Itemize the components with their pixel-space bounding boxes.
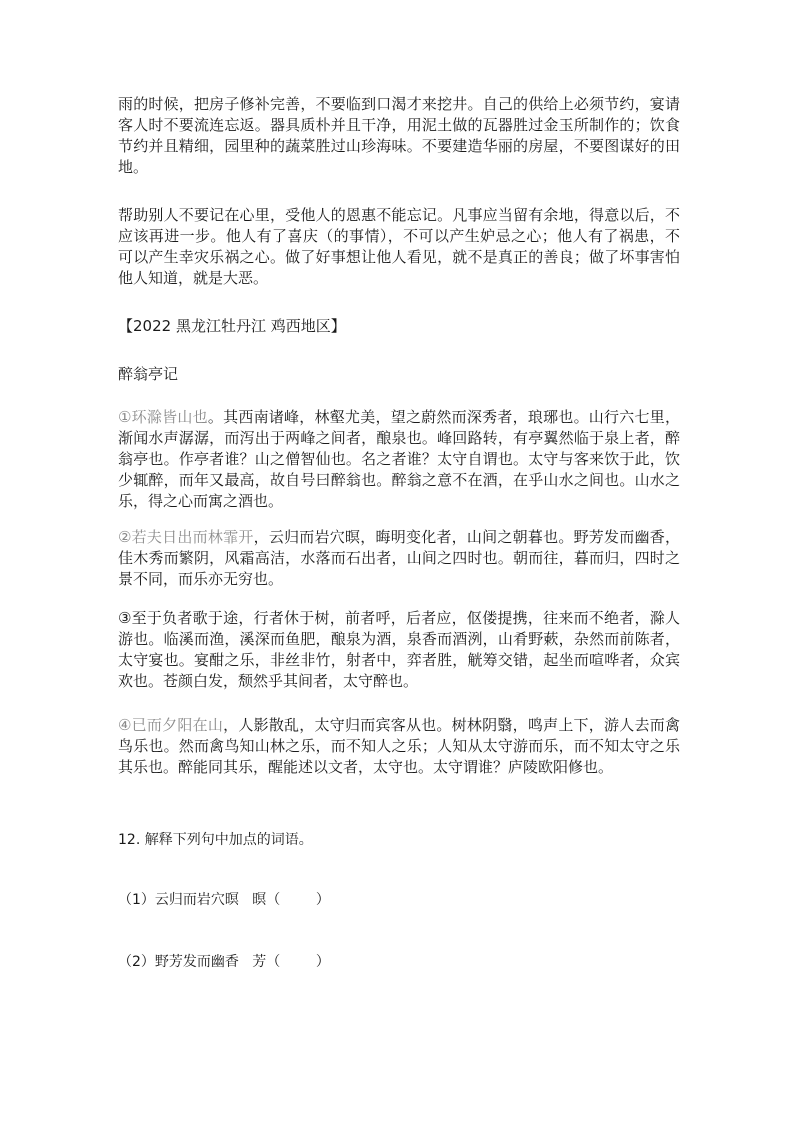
question-12-heading: 12. 解释下列句中加点的词语。 <box>118 832 313 848</box>
section-2-text: ，云归而岩穴暝，晦明变化者，山间之朝暮也。野芳发而幽香，佳木秀而繁阴，风霜高洁，水落而石出者，山间之四时也。朝而往，暮而归，四时之景不同，而乐亦无穷也。 <box>118 528 680 588</box>
exam-source-label: 【2022 黑龙江牡丹江 鸡西地区】 <box>118 317 346 335</box>
passage-section-2 <box>118 527 680 590</box>
passage-section-1 <box>118 407 680 512</box>
section-4-text: ，人影散乱，太守归而宾客从也。树林阴翳，鸣声上下，游人去而禽鸟乐也。然而禽鸟知山林之乐，而不知人之乐；人知从太守游而乐，而不知太守之乐其乐也。醉能同其乐，醒能述以文者，太守也。太守谓谁？庐陵欧阳修也。 <box>118 716 680 776</box>
translation-paragraph-1: 雨的时候，把房子修补完善，不要临到口渴才来挖井。自己的供给上必须节约，宴请客人时不要流连忘返。器具质朴并且干净，用泥土做的瓦器胜过金玉所制作的；饮食节约并且精细，园里种的蔬菜胜过山珍海味。不要建造华丽的房屋，不要图谋好的田地。 <box>118 95 680 176</box>
section-4-lead: ④已而夕阳在山 <box>118 716 224 734</box>
passage-section-3: ③至于负者歌于途，行者休于树，前者呼，后者应，伛偻提携，往来而不绝者，滁人游也。临溪而渔，溪深而鱼肥，酿泉为酒，泉香而酒洌，山肴野蔌，杂然而前陈者，太守宴也。宴酣之乐，非丝非竹，射者中，弈者胜，觥筹交错，起坐而喧哗者，众宾欢也。苍颜白发，颓然乎其间者，太守醉也。 <box>118 609 680 690</box>
passage-section-4 <box>118 715 680 778</box>
passage-title: 醉翁亭记 <box>118 365 179 383</box>
section-1-lead: ①环滁皆山也 <box>118 408 208 426</box>
section-2-lead: ②若夫日出而林霏开 <box>118 528 254 546</box>
section-1-text: 。其西南诸峰，林壑尤美，望之蔚然而深秀者，琅琊也。山行六七里，渐闻水声潺潺，而泻出于两峰之间者，酿泉也。峰回路转，有亭翼然临于泉上者，醉翁亭也。作亭者谁？山之僧智仙也。名之者谁？太守自谓也。太守与客来饮于此，饮少辄醉，而年又最高，故自号曰醉翁也。醉翁之意不在酒，在乎山水之间也。山水之乐，得之心而寓之酒也。 <box>118 408 680 510</box>
question-12-item-1: （1）云归而岩穴暝 暝（ ） <box>118 892 330 908</box>
translation-paragraph-2: 帮助别人不要记在心里，受他人的恩惠不能忘记。凡事应当留有余地，得意以后，不应该再进一步。他人有了喜庆（的事情），不可以产生妒忌之心；他人有了祸患，不可以产生幸灾乐祸之心。做了好事想让他人看见，就不是真正的善良；做了坏事害怕他人知道，就是大恶。 <box>118 206 680 287</box>
question-12-item-2: （2）野芳发而幽香 芳（ ） <box>118 954 330 970</box>
